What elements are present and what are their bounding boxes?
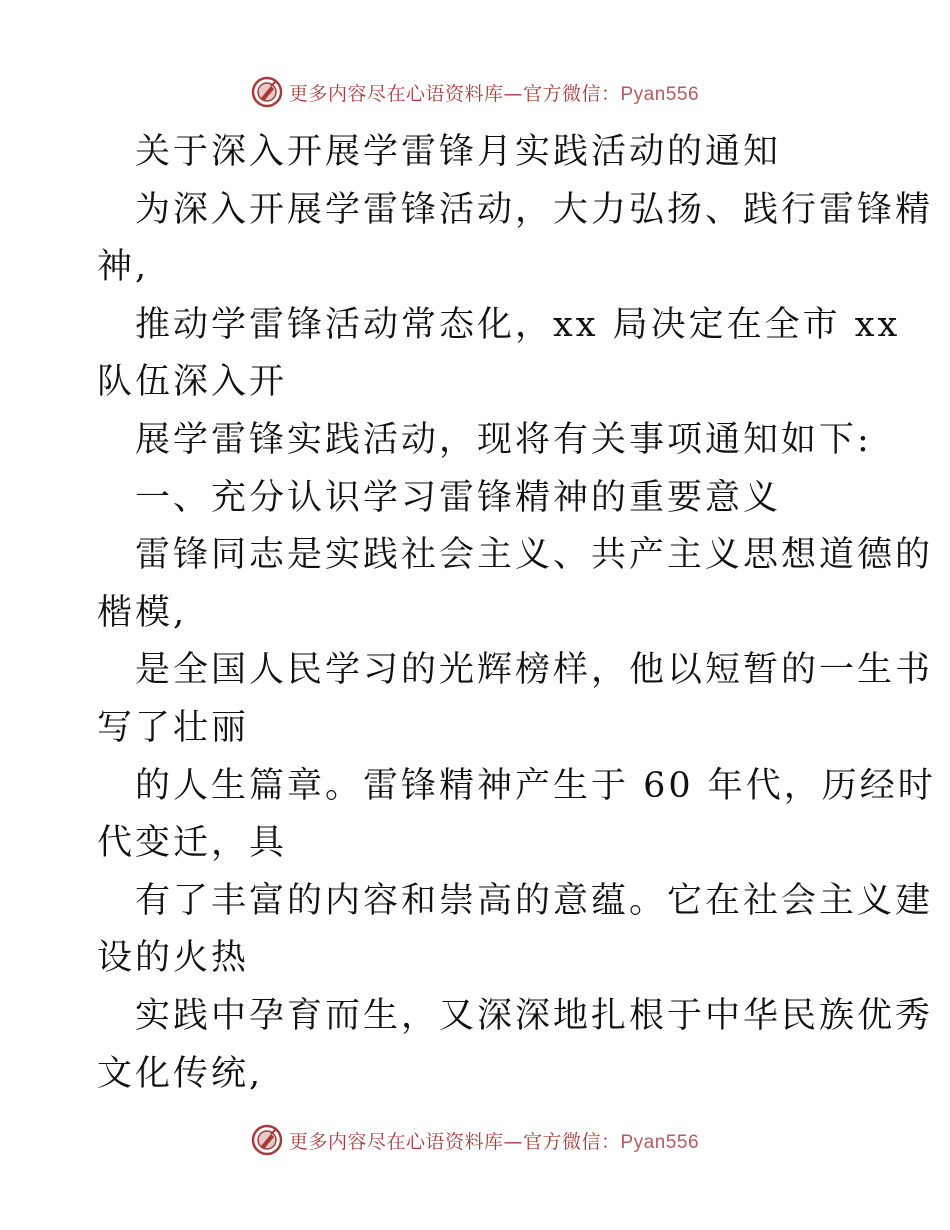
watermark-text [289, 79, 699, 106]
document-body [97, 124, 936, 1103]
watermark-main-text: 更多内容尽在心语资料库 [288, 1130, 504, 1153]
watermark-separator: — [503, 1130, 523, 1153]
paragraph-line: 队伍深入开 [97, 362, 288, 403]
paragraph-line: 文化传统, [97, 1053, 264, 1094]
paragraph-line: 楷模, [97, 592, 188, 633]
paragraph-line: 代变迁，具 [97, 823, 288, 864]
watermark-wechat-label: 官方微信： [522, 1130, 621, 1153]
paragraph-line: 设的火热 [97, 938, 250, 979]
watermark-wechat-id: Pyan556 [620, 1131, 700, 1153]
paragraph-line: 推动学雷锋活动常态化，xx 局决定在全市 xx [135, 304, 901, 345]
paragraph-line: 写了壮丽 [97, 707, 250, 748]
paragraph-line: 雷锋同志是实践社会主义、共产主义思想道德的 [135, 535, 934, 576]
watermark-wechat-label: 官方微信： [522, 82, 621, 105]
paragraph-line: 神, [97, 247, 150, 288]
paragraph-line: 的人生篇章。雷锋精神产生于 60 年代，历经时 [135, 765, 936, 806]
footer-watermark-banner [0, 1120, 950, 1160]
watermark-text [289, 1127, 699, 1154]
watermark-main-text: 更多内容尽在心语资料库 [288, 82, 504, 105]
paragraph-line: 实践中孕育而生，又深深地扎根于中华民族优秀 [135, 995, 934, 1036]
paragraph-line: 展学雷锋实践活动，现将有关事项通知如下: [135, 419, 872, 460]
watermark-wechat-id: Pyan556 [620, 83, 700, 105]
watermark-separator: — [503, 82, 523, 105]
header-watermark-banner [0, 72, 950, 112]
paragraph-line: 是全国人民学习的光辉榜样，他以短暂的一生书 [135, 650, 934, 691]
document-title: 关于深入开展学雷锋月实践活动的通知 [135, 132, 782, 172]
pen-nib-logo-icon [251, 1124, 283, 1156]
section-heading: 一、充分认识学习雷锋精神的重要意义 [135, 477, 782, 518]
paragraph-line: 有了丰富的内容和崇高的意蕴。它在社会主义建 [135, 880, 934, 921]
pen-nib-logo-icon [251, 76, 283, 108]
paragraph-line: 为深入开展学雷锋活动，大力弘扬、践行雷锋精 [135, 189, 934, 230]
